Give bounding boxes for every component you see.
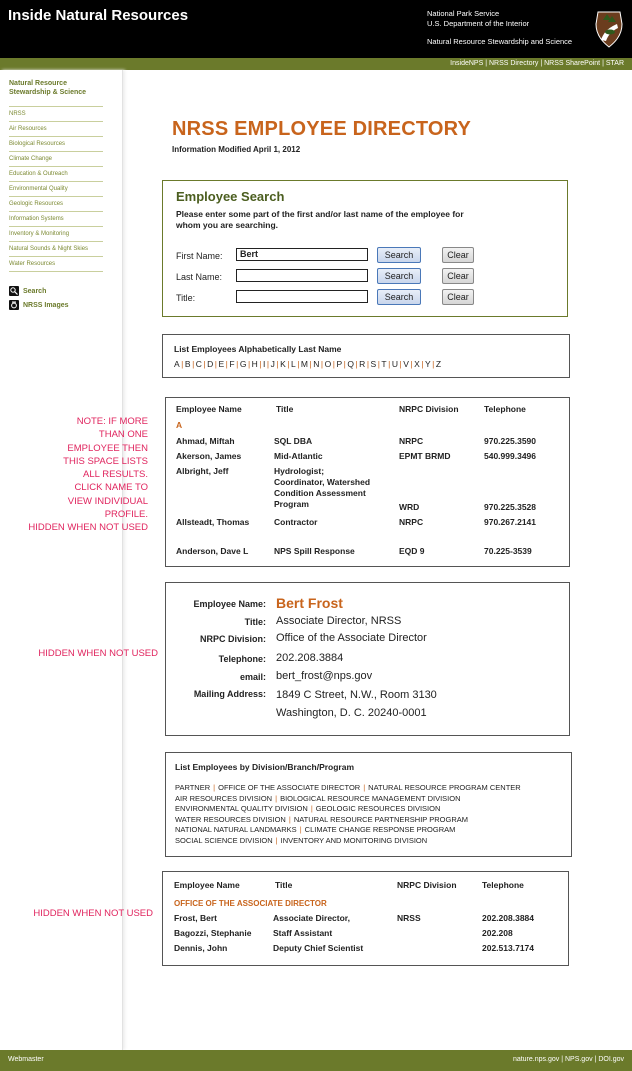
title-label: Title:	[176, 293, 196, 303]
first-name-clear-button[interactable]: Clear	[442, 247, 474, 263]
sidebar-images-label: NRSS Images	[23, 301, 69, 309]
footer-link-nature[interactable]: nature.nps.gov	[512, 1056, 560, 1063]
top-nav-links: InsideNPS | NRSS Directory | NRSS SharePoint | STAR	[450, 60, 624, 67]
division-link[interactable]: SOCIAL SCIENCE DIVISION	[175, 835, 273, 845]
letter-separator: |	[366, 359, 370, 369]
division-row-title: Staff Assistant	[273, 928, 333, 938]
division-link[interactable]: AIR RESOURCES DIVISION	[175, 793, 273, 803]
division-heading: List Employees by Division/Branch/Program	[175, 762, 355, 772]
letter-separator: |	[203, 359, 206, 369]
letter-link[interactable]: M	[300, 359, 309, 369]
division-link[interactable]: CLIMATE CHANGE RESPONSE PROGRAM	[304, 825, 456, 834]
footer-links: nature.nps.gov | NPS.gov | DOI.gov	[512, 1056, 624, 1063]
division-link[interactable]: GEOLOGIC RESOURCES DIVISION	[315, 804, 441, 813]
result-phone: 970.225.3528	[484, 502, 536, 512]
multi-results-note	[10, 415, 148, 535]
division-row-name[interactable]: Bagozzi, Stephanie	[174, 928, 252, 938]
note-line: CLICK NAME TO	[74, 482, 148, 494]
profile-division-label: NRPC Division:	[199, 634, 266, 644]
site-title[interactable]: Inside Natural Resources	[8, 7, 189, 24]
letter-separator: |	[377, 359, 380, 369]
letter-separator: |	[421, 359, 424, 369]
division-row-title: Deputy Chief Scientist	[273, 943, 364, 953]
top-link-star[interactable]: STAR	[605, 60, 624, 67]
division-separator: |	[213, 783, 216, 792]
result-title: NPS Spill Response	[274, 546, 355, 556]
search-instructions: Please enter some part of the first and/or last name of the employee for whom you are searching.	[176, 209, 464, 230]
result-name[interactable]: Allsteadt, Thomas	[176, 517, 250, 527]
sidebar-item-environmental-quality[interactable]: Environmental Quality	[9, 181, 103, 196]
division-row-title: Associate Director,	[273, 913, 351, 923]
col-telephone: Telephone	[484, 404, 526, 414]
sidebar-item-natural-sounds[interactable]: Natural Sounds & Night Skies	[9, 241, 103, 256]
first-name-search-button[interactable]: Search	[377, 247, 421, 263]
letter-separator: |	[399, 359, 402, 369]
profile-email[interactable]: bert_frost@nps.gov	[276, 670, 373, 682]
profile-division: Office of the Associate Director	[276, 632, 427, 644]
agency-name: National Park Service	[427, 9, 500, 18]
profile-address-line1: 1849 C Street, N.W., Room 3130	[276, 689, 437, 701]
letter-link[interactable]: R	[359, 359, 366, 369]
top-link-nrss-sharepoint[interactable]: NRSS SharePoint	[544, 60, 601, 67]
nps-arrowhead-icon[interactable]	[594, 10, 624, 48]
agency-block	[427, 9, 572, 47]
division-group-title: OFFICE OF THE ASSOCIATE DIRECTOR	[174, 899, 327, 908]
last-name-input[interactable]	[236, 269, 368, 282]
search-heading: Employee Search	[176, 189, 285, 204]
sidebar-item-climate-change[interactable]: Climate Change	[9, 151, 103, 166]
letter-link[interactable]: P	[336, 359, 343, 369]
division-line	[175, 804, 521, 815]
division-list-hidden-note: HIDDEN WHEN NOT USED	[33, 908, 153, 919]
letter-link[interactable]: Y	[424, 359, 431, 369]
letter-separator: |	[410, 359, 413, 369]
top-nav-bar	[0, 58, 632, 70]
division-line	[175, 794, 521, 805]
alphabet-letters	[174, 359, 441, 369]
letter-separator: |	[432, 359, 435, 369]
sidebar-item-air-resources[interactable]: Air Resources	[9, 121, 103, 136]
letter-separator: |	[343, 359, 346, 369]
letter-separator: |	[320, 359, 324, 369]
letter-separator: |	[259, 359, 262, 369]
letter-link[interactable]: U	[391, 359, 398, 369]
result-name[interactable]: Anderson, Dave L	[176, 546, 249, 556]
result-division: EQD 9	[399, 546, 425, 556]
directorate-name: Natural Resource Stewardship and Science	[427, 37, 573, 46]
division-row-division: NRSS	[397, 913, 421, 923]
sidebar-menu	[9, 106, 103, 272]
letter-separator: |	[287, 359, 290, 369]
letter-link[interactable]: J	[270, 359, 275, 369]
note-line: VIEW INDIVIDUAL	[67, 495, 148, 507]
result-division: NRPC	[399, 517, 424, 527]
division-link[interactable]: PARTNER	[175, 783, 211, 792]
sidebar-heading[interactable]: Natural Resource Stewardship & Science	[9, 80, 87, 96]
division-row-phone: 202.513.7174	[482, 943, 534, 953]
result-phone: 540.999.3496	[484, 451, 536, 461]
letter-separator: |	[332, 359, 335, 369]
division-links	[175, 783, 521, 846]
profile-title-label: Title:	[244, 617, 266, 627]
result-phone: 970.225.3590	[484, 436, 536, 446]
division-link[interactable]: NATURAL RESOURCE PARTNERSHIP PROGRAM	[293, 814, 469, 824]
result-title-multiline: Hydrologist; Coordinator, Watershed Condition Assessment Program	[274, 466, 371, 509]
letter-link[interactable]: S	[370, 359, 377, 369]
division-link[interactable]: NATIONAL NATURAL LANDMARKS	[175, 825, 297, 834]
division-separator: |	[310, 804, 313, 813]
profile-phone-label: Telephone:	[218, 654, 266, 664]
letter-separator: |	[225, 359, 228, 369]
division-employee-panel	[162, 871, 569, 966]
letter-link[interactable]: A	[174, 359, 180, 369]
letter-link[interactable]: G	[239, 359, 247, 369]
group-letter: A	[176, 420, 183, 430]
webmaster-link[interactable]: Webmaster	[8, 1056, 44, 1063]
note-line: THIS SPACE LISTS	[63, 455, 148, 467]
sidebar-item-water-resources[interactable]: Water Resources	[9, 256, 103, 272]
division-separator: |	[288, 814, 291, 824]
division-separator: |	[363, 783, 366, 792]
title-clear-button[interactable]: Clear	[442, 289, 474, 305]
division-line	[175, 825, 521, 836]
letter-separator: |	[247, 359, 251, 369]
alphabet-heading: List Employees Alphabetically Last Name	[174, 344, 342, 354]
results-panel	[165, 397, 570, 567]
profile-address-label: Mailing Address:	[193, 689, 266, 699]
division-link[interactable]: ENVIRONMENTAL QUALITY DIVISION	[175, 804, 308, 813]
letter-link[interactable]: L	[290, 359, 296, 369]
result-division: NRPC	[399, 436, 424, 446]
sidebar-search-label: Search	[23, 287, 47, 295]
profile-phone: 202.208.3884	[276, 652, 344, 664]
letter-separator: |	[276, 359, 279, 369]
last-name-label: Last Name:	[176, 272, 223, 282]
profile-name-label: Employee Name:	[193, 599, 266, 609]
sidebar-item-education-outreach[interactable]: Education & Outreach	[9, 166, 103, 181]
letter-link[interactable]: D	[207, 359, 214, 369]
profile-email-label: email:	[239, 672, 266, 682]
letter-link[interactable]: E	[218, 359, 225, 369]
site-footer	[0, 1050, 632, 1071]
letter-link[interactable]: Z	[435, 359, 442, 369]
title-search-button[interactable]: Search	[377, 289, 421, 305]
last-name-clear-button[interactable]: Clear	[442, 268, 474, 284]
result-title: Contractor	[274, 517, 318, 527]
sidebar-item-nrss[interactable]: NRSS	[9, 106, 103, 121]
result-division: WRD	[399, 502, 420, 512]
letter-separator: |	[214, 359, 217, 369]
alphabet-panel	[162, 334, 570, 378]
note-line: EMPLOYEE THEN	[67, 442, 148, 454]
result-title: Mid-Atlantic	[274, 451, 323, 461]
letter-link[interactable]: V	[403, 359, 409, 369]
letter-link[interactable]: O	[324, 359, 332, 369]
letter-link[interactable]: K	[280, 359, 286, 369]
note-line: PROFILE.	[104, 509, 148, 521]
division-separator: |	[275, 793, 278, 803]
result-phone: 70.225-3539	[484, 546, 532, 556]
col-employee-name: Employee Name	[176, 404, 242, 414]
division-link[interactable]: INVENTORY AND MONITORING DIVISION	[280, 835, 428, 845]
letter-separator: |	[297, 359, 300, 369]
division-row-phone: 202.208.3884	[482, 913, 534, 923]
division-row-name[interactable]: Dennis, John	[174, 943, 228, 953]
division-separator: |	[299, 825, 302, 834]
letter-link[interactable]: N	[313, 359, 320, 369]
sidebar-search-link[interactable]	[9, 286, 46, 296]
division-link[interactable]: WATER RESOURCES DIVISION	[175, 814, 286, 824]
letter-separator: |	[266, 359, 270, 369]
note-line: NOTE: IF MORE	[76, 416, 148, 427]
result-name[interactable]: Albright, Jeff	[176, 466, 229, 476]
note-line: THAN ONE	[98, 429, 148, 441]
page-title: NRSS EMPLOYEE DIRECTORY	[172, 118, 472, 140]
division-link[interactable]: BIOLOGICAL RESOURCE MANAGEMENT DIVISION	[280, 793, 461, 803]
result-division: EPMT BRMD	[399, 451, 451, 461]
sidebar-item-information-systems[interactable]: Information Systems	[9, 211, 103, 226]
profile-title: Associate Director, NRSS	[276, 615, 402, 627]
col-division: NRPC Division	[399, 404, 459, 414]
letter-link[interactable]: X	[414, 359, 420, 369]
result-name[interactable]: Ahmad, Miftah	[176, 436, 235, 446]
letter-link[interactable]: F	[229, 359, 235, 369]
letter-link[interactable]: C	[195, 359, 202, 369]
sidebar	[0, 70, 123, 1050]
col-division: NRPC Division	[397, 880, 457, 890]
letter-separator: |	[236, 359, 239, 369]
letter-link[interactable]: Q	[347, 359, 354, 369]
sidebar-images-link[interactable]	[9, 300, 69, 310]
letter-link[interactable]: T	[381, 359, 387, 369]
footer-link-doi[interactable]: DOI.gov	[598, 1056, 624, 1063]
title-input[interactable]	[236, 290, 368, 303]
note-line: ALL RESULTS.	[83, 469, 148, 481]
division-line	[175, 836, 521, 847]
letter-link[interactable]: I	[263, 359, 266, 369]
col-title: Title	[275, 880, 293, 890]
top-link-insidenps[interactable]: InsideNPS	[450, 60, 484, 67]
letter-separator: |	[355, 359, 358, 369]
col-title: Title	[276, 404, 294, 414]
camera-icon	[9, 300, 19, 310]
last-name-search-button[interactable]: Search	[377, 268, 421, 284]
department-name: U.S. Department of the Interior	[427, 19, 530, 28]
letter-separator: |	[309, 359, 312, 369]
letter-link[interactable]: B	[184, 359, 191, 369]
modified-date: Information Modified April 1, 2012	[172, 145, 301, 154]
division-separator: |	[275, 835, 278, 845]
sidebar-item-geologic-resources[interactable]: Geologic Resources	[9, 196, 103, 211]
letter-separator: |	[388, 359, 391, 369]
search-icon	[9, 286, 19, 296]
division-line	[175, 815, 521, 826]
employee-profile-panel	[165, 582, 570, 736]
top-link-nrss-directory[interactable]: NRSS Directory	[488, 60, 539, 67]
division-line	[175, 783, 521, 794]
profile-name: Bert Frost	[276, 595, 343, 611]
result-phone: 970.267.2141	[484, 517, 536, 527]
footer-link-nps[interactable]: NPS.gov	[564, 1056, 593, 1063]
letter-separator: |	[192, 359, 195, 369]
first-name-label: First Name:	[176, 251, 223, 261]
first-name-input[interactable]: Bert	[236, 248, 368, 261]
profile-address-line2: Washington, D. C. 20240-0001	[276, 707, 427, 719]
sidebar-item-biological-resources[interactable]: Biological Resources	[9, 136, 103, 151]
site-header	[0, 0, 632, 58]
division-link[interactable]: OFFICE OF THE ASSOCIATE DIRECTOR	[218, 783, 361, 792]
profile-hidden-note: HIDDEN WHEN NOT USED	[38, 648, 158, 659]
col-telephone: Telephone	[482, 880, 524, 890]
division-panel	[165, 752, 572, 857]
letter-separator: |	[181, 359, 184, 369]
sidebar-item-inventory-monitoring[interactable]: Inventory & Monitoring	[9, 226, 103, 241]
division-row-phone: 202.208	[482, 928, 513, 938]
result-title: SQL DBA	[274, 436, 313, 446]
col-employee-name: Employee Name	[174, 880, 240, 890]
division-link[interactable]: NATURAL RESOURCE PROGRAM CENTER	[368, 783, 521, 792]
letter-link[interactable]: H	[251, 359, 258, 369]
employee-search-panel	[162, 180, 568, 317]
division-row-name[interactable]: Frost, Bert	[174, 913, 217, 923]
result-name[interactable]: Akerson, James	[176, 451, 242, 461]
note-line: HIDDEN WHEN NOT USED	[28, 522, 148, 534]
